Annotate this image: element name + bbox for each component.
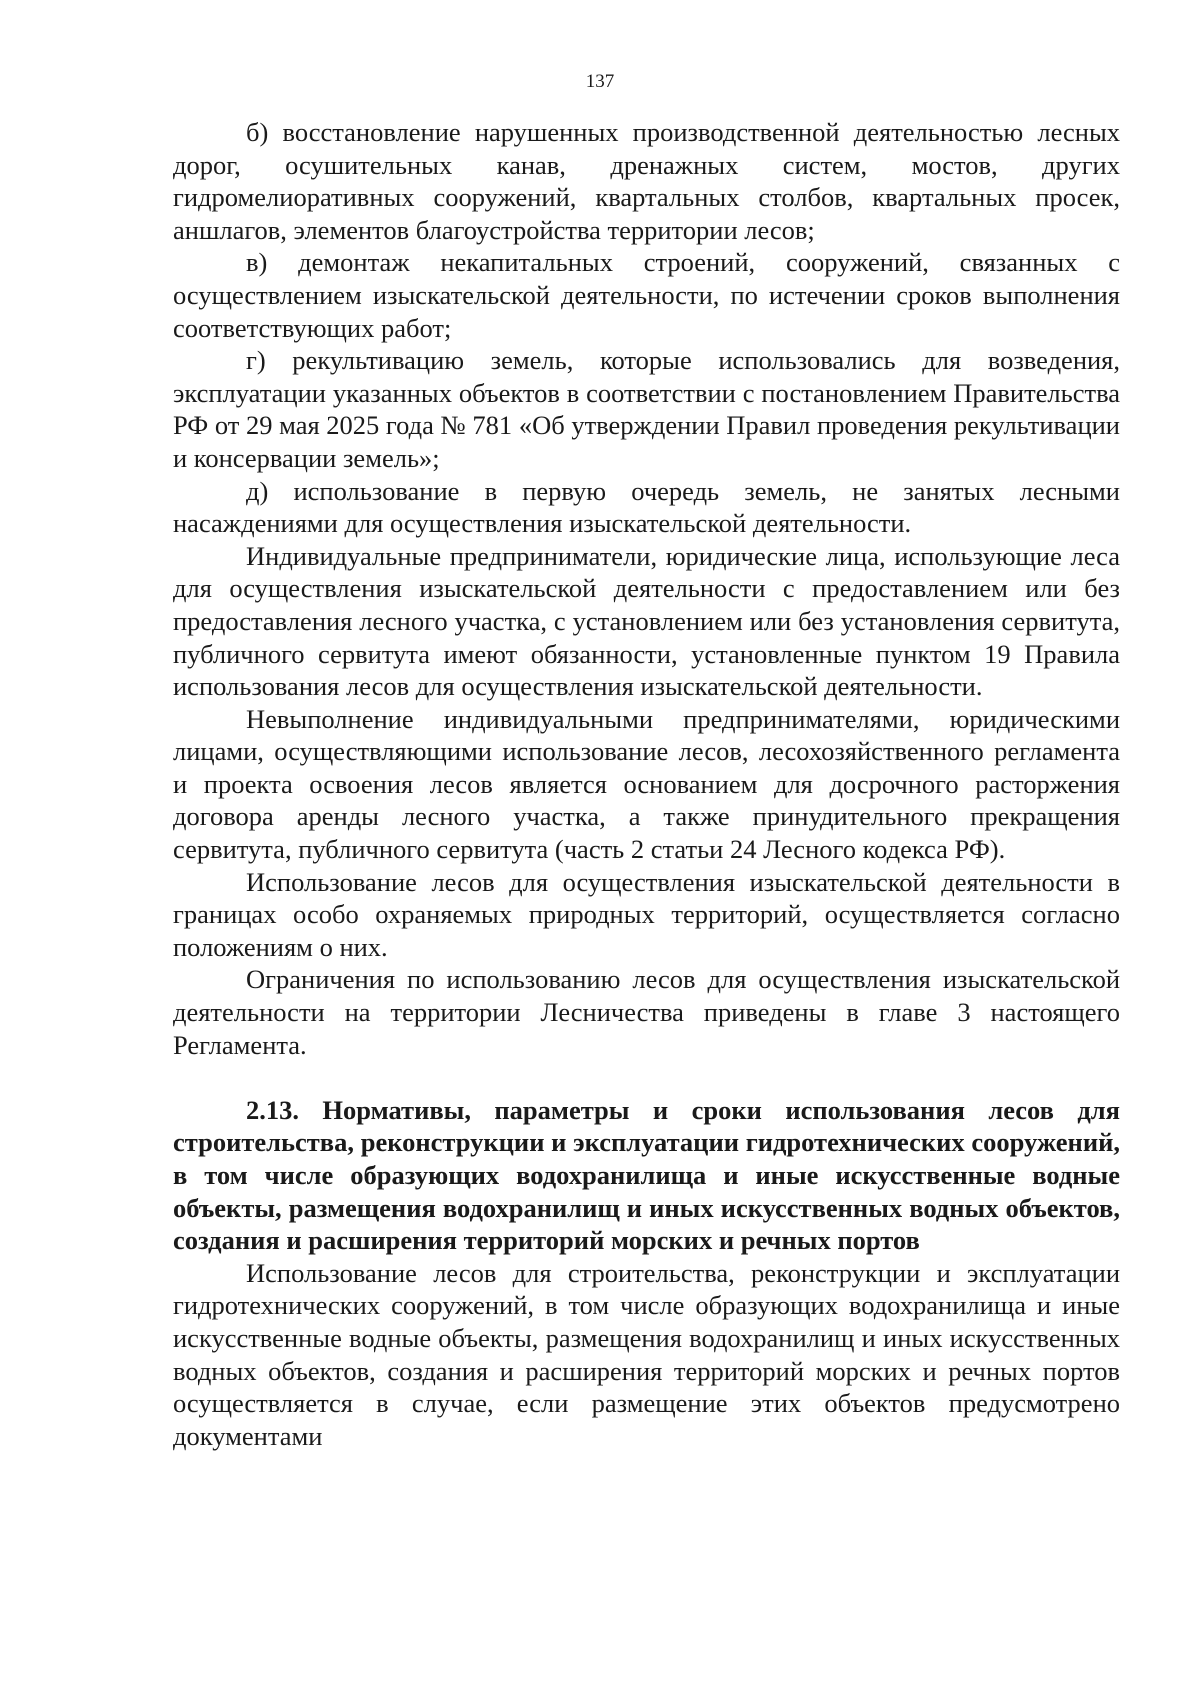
paragraph-land-reclamation: г) рекультивацию земель, которые использовались для возведения, эксплуатации указанных объектов в соответствии с постановлением Правительства РФ от 29 мая 2025 года № 781 «Об утверждении Правил проведения рекультивации и консервации земель»; (173, 345, 1120, 473)
section-heading-2-13: 2.13. Нормативы, параметры и сроки использования лесов для строительства, реконструкции и эксплуатации гидротехнических сооружений, в том числе образующих водохранилища и иные искусственные водные объекты, размещения водохранилищ и иных искусственных водных объектов, создания и расширения территорий морских и речных портов (173, 1094, 1120, 1256)
paragraph-non-compliance: Невыполнение индивидуальными предпринимателями, юридическими лицами, осуществляющими использование лесов, лесохозяйственного регламента и проекта освоения лесов является основанием для досрочного расторжения договора аренды лесного участка, а также принудительного прекращения сервитута, публичного сервитута (часть 2 статьи 24 Лесного кодекса РФ). (173, 703, 1120, 865)
document-body (173, 116, 1120, 1452)
paragraph-protected-areas: Использование лесов для осуществления изыскательской деятельности в границах особо охраняемых природных территорий, осуществляется согласно положениям о них. (173, 866, 1120, 962)
paragraph-restrictions: Ограничения по использованию лесов для осуществления изыскательской деятельности на территории Лесничества приведены в главе 3 настоящего Регламента. (173, 964, 1120, 1060)
paragraph-dismantling-structures: в) демонтаж некапитальных строений, сооружений, связанных с осуществлением изыскательской деятельности, по истечении сроков выполнения соответствующих работ; (173, 247, 1120, 343)
paragraph-priority-land-use: д) использование в первую очередь земель, не занятых лесными насаждениями для осуществления изыскательской деятельности. (173, 475, 1120, 539)
paragraph-hydro-structures: Использование лесов для строительства, реконструкции и эксплуатации гидротехнических сооружений, в том числе образующих водохранилища и иные искусственные водные объекты, размещения водохранилищ и иных искусственных водных объектов, создания и расширения территорий морских и речных портов осуществляется в случае, если размещение этих объектов предусмотрено документами (173, 1257, 1120, 1451)
paragraph-restoration-roads: б) восстановление нарушенных производственной деятельностью лесных дорог, осушительных канав, дренажных систем, мостов, других гидромелиоративных сооружений, квартальных столбов, квартальных просек, аншлагов, элементов благоустройства территории лесов; (173, 117, 1120, 245)
page-number: 137 (585, 71, 615, 92)
paragraph-obligations: Индивидуальные предприниматели, юридические лица, использующие леса для осуществления изыскательской деятельности с предоставлением или без предоставления лесного участка, с установлением или без установления сервитута, публичного сервитута имеют обязанности, установленные пунктом 19 Правила использования лесов для осуществления изыскательской деятельности. (173, 540, 1120, 702)
